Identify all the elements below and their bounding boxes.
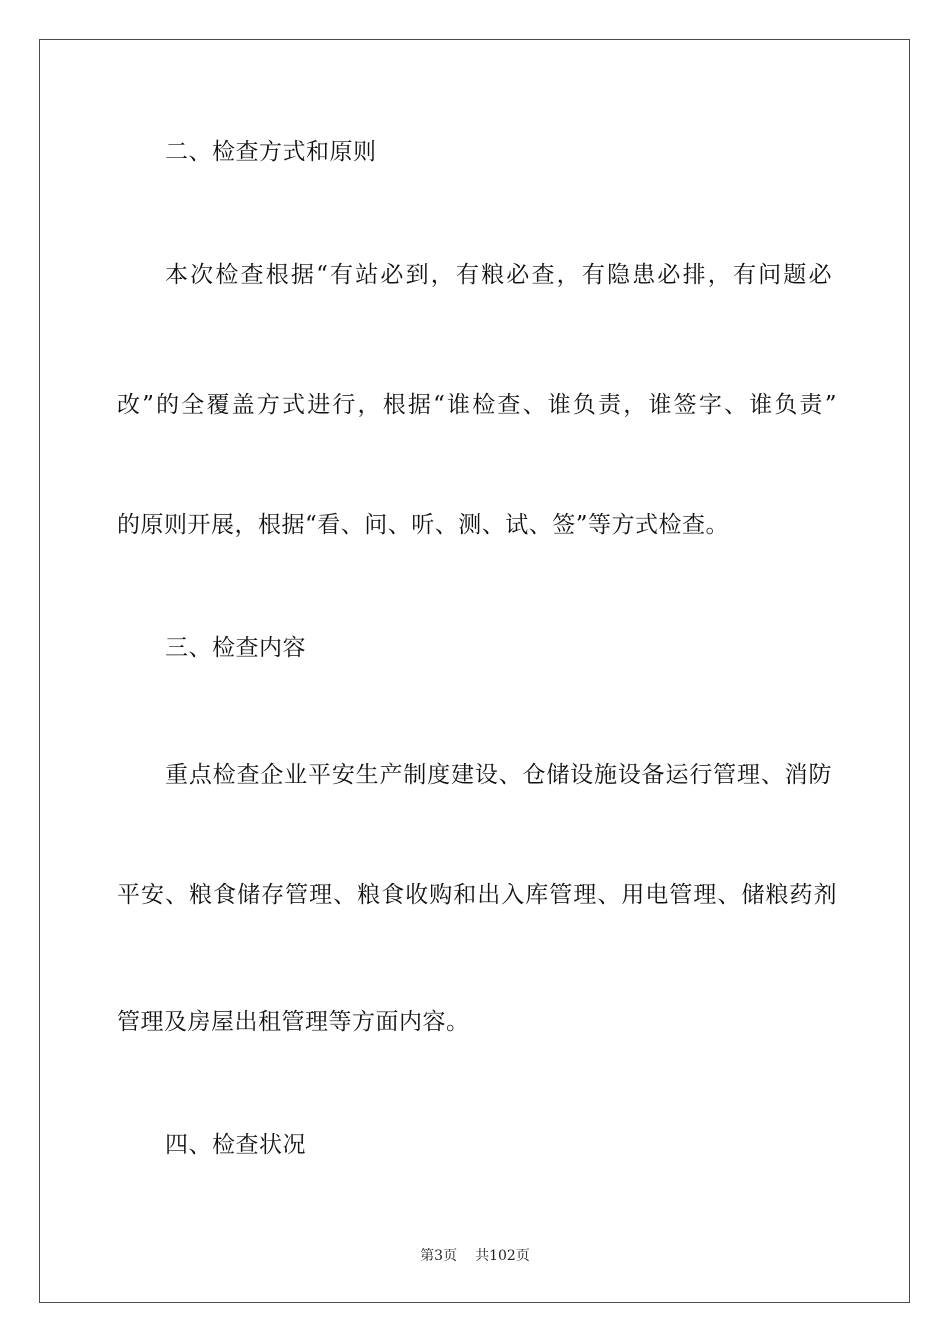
paragraph-line: 平安、粮食储存管理、粮食收购和出入库管理、用电管理、储粮药剂 [117, 882, 837, 908]
paragraph-line: 重点检查企业平安生产制度建设、仓储设施设备运行管理、消防 [165, 762, 832, 788]
page-total: 共102页 [475, 1248, 530, 1264]
paragraph-line: 管理及房屋出租管理等方面内容。 [117, 1009, 470, 1035]
section-heading-content: 三、检查内容 [165, 635, 306, 661]
page-border [39, 39, 910, 1303]
paragraph-line: 改”的全覆盖方式进行，根据“谁检查、谁负责，谁签字、谁负责” [117, 392, 837, 418]
page-number: 第3页 [420, 1248, 458, 1264]
section-heading-status: 四、检查状况 [165, 1132, 306, 1158]
page-footer [0, 1247, 950, 1265]
paragraph-line: 的原则开展，根据“看、问、听、测、试、签”等方式检查。 [117, 512, 730, 538]
section-heading-method: 二、检查方式和原则 [165, 139, 377, 165]
paragraph-line: 本次检查根据“有站必到，有粮必查，有隐患必排，有问题必 [165, 262, 832, 288]
